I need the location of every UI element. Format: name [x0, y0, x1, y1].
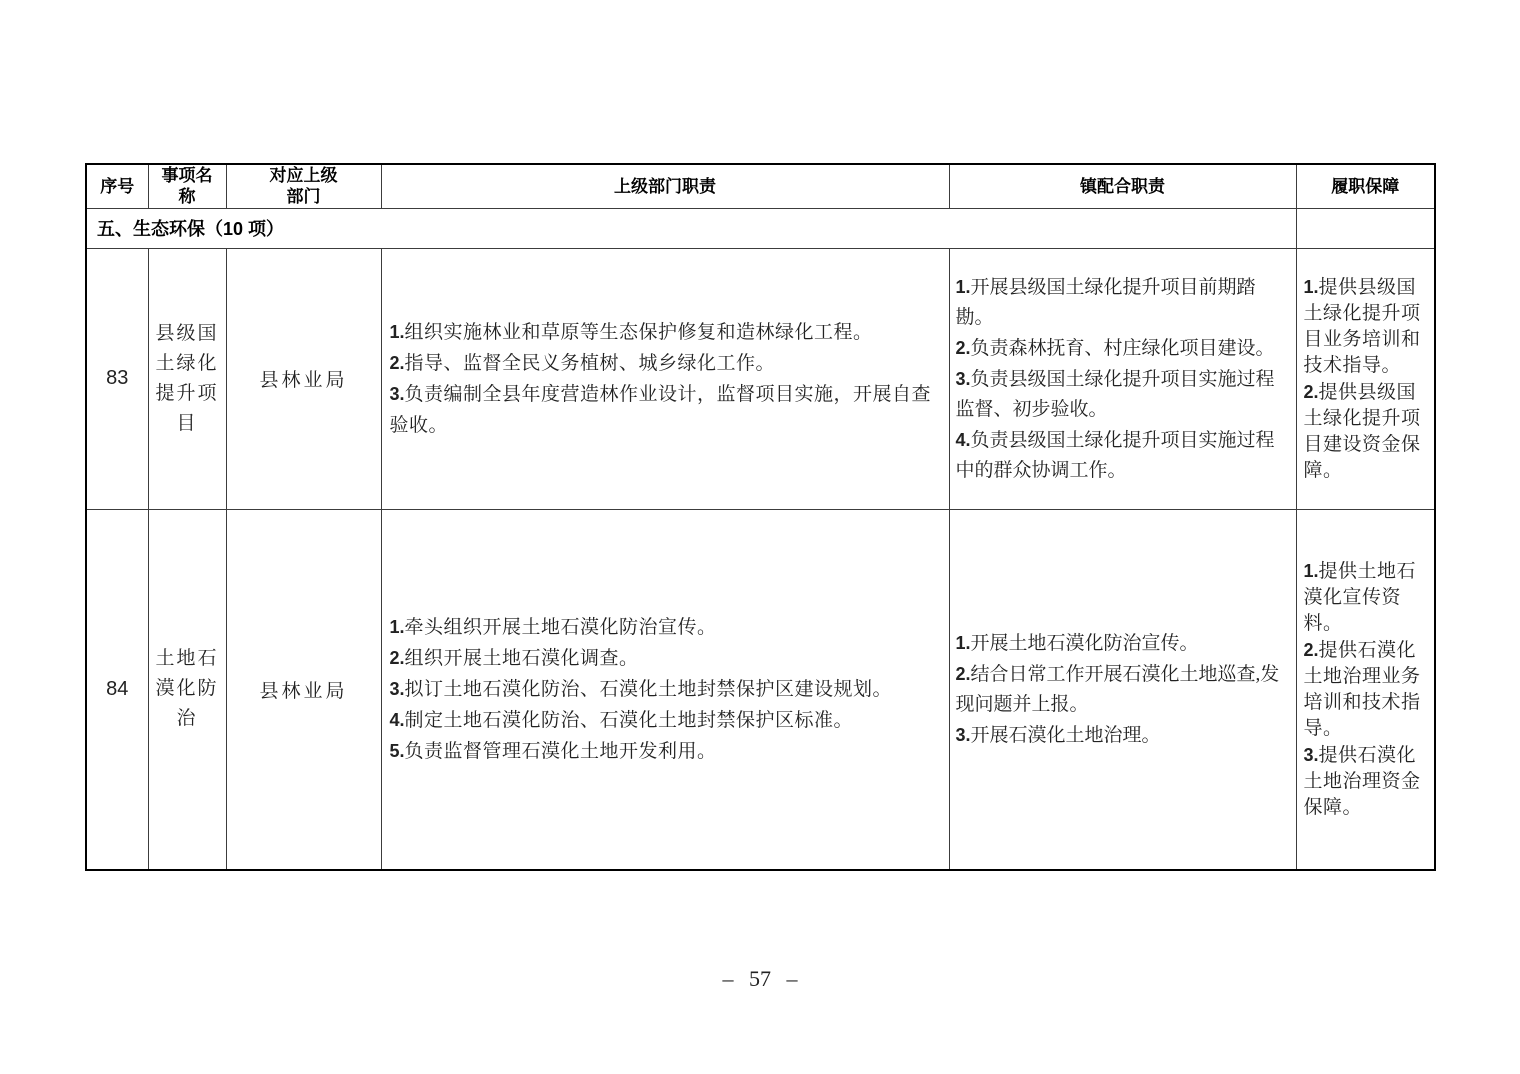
- department-cell: 县林业局: [226, 509, 381, 870]
- column-header-2: 事项名称: [148, 164, 226, 208]
- page-number: – 57 –: [722, 966, 798, 991]
- duty-item: 1.组织实施林业和草原等生态保护修复和造林绿化工程。: [389, 321, 873, 343]
- seq-cell: 83: [86, 248, 148, 509]
- superior-duties-cell: [381, 509, 949, 870]
- header-row: [86, 164, 1435, 208]
- table-row: [86, 248, 1435, 509]
- duty-item: 3.提供石漠化土地治理资金保障。: [1303, 744, 1421, 818]
- duty-item: 1.开展土地石漠化防治宣传。: [955, 632, 1199, 654]
- duty-item: 4.制定土地石漠化防治、石漠化土地封禁保护区标准。: [389, 709, 854, 731]
- duty-item: 2.结合日常工作开展石漠化土地巡查,发现问题并上报。: [955, 663, 1280, 715]
- duty-item: 1.牵头组织开展土地石漠化防治宣传。: [389, 616, 717, 638]
- guarantee-cell: [1296, 248, 1435, 509]
- duty-item: 3.负责编制全县年度营造林作业设计，监督项目实施，开展自查验收。: [389, 383, 932, 436]
- duty-item: 3.拟订土地石漠化防治、石漠化土地封禁保护区建设规划。: [389, 678, 893, 700]
- column-header-5: 镇配合职责: [949, 164, 1296, 208]
- section-row: [86, 208, 1435, 248]
- column-header-3: 对应上级部门: [226, 164, 381, 208]
- duty-item: 1.提供县级国土绿化提升项目业务培训和技术指导。: [1303, 276, 1421, 376]
- seq-cell: 84: [86, 509, 148, 870]
- item-name-cell: 土地石漠化防治: [148, 509, 226, 870]
- duty-item: 3.开展石漠化土地治理。: [955, 724, 1161, 746]
- item-name-cell: 县级国土绿化提升项目: [148, 248, 226, 509]
- responsibility-table: [85, 163, 1436, 871]
- duty-item: 2.提供县级国土绿化提升项目建设资金保障。: [1303, 381, 1421, 481]
- table-body: [86, 208, 1435, 870]
- duty-item: 2.负责森林抚育、村庄绿化项目建设。: [955, 337, 1275, 359]
- table-row: [86, 509, 1435, 870]
- section-empty-cell: [1296, 208, 1435, 248]
- column-header-4: 上级部门职责: [381, 164, 949, 208]
- column-header-6: 履职保障: [1296, 164, 1435, 208]
- duty-item: 2.组织开展土地石漠化调查。: [389, 647, 639, 669]
- duty-item: 1.提供土地石漠化宣传资料。: [1303, 560, 1417, 634]
- town-duties-cell: [949, 248, 1296, 509]
- town-duties-cell: [949, 509, 1296, 870]
- duty-item: 5.负责监督管理石漠化土地开发利用。: [389, 740, 717, 762]
- duty-item: 1.开展县级国土绿化提升项目前期踏勘。: [955, 276, 1256, 328]
- department-cell: 县林业局: [226, 248, 381, 509]
- duty-item: 4.负责县级国土绿化提升项目实施过程中的群众协调工作。: [955, 429, 1275, 481]
- duty-item: 3.负责县级国土绿化提升项目实施过程监督、初步验收。: [955, 368, 1275, 420]
- section-title: 五、生态环保（10 项）: [86, 208, 1296, 248]
- duty-item: 2.提供石漠化土地治理业务培训和技术指导。: [1303, 639, 1421, 739]
- guarantee-cell: [1296, 509, 1435, 870]
- superior-duties-cell: [381, 248, 949, 509]
- column-header-1: 序号: [86, 164, 148, 208]
- duty-item: 2.指导、监督全民义务植树、城乡绿化工作。: [389, 352, 776, 374]
